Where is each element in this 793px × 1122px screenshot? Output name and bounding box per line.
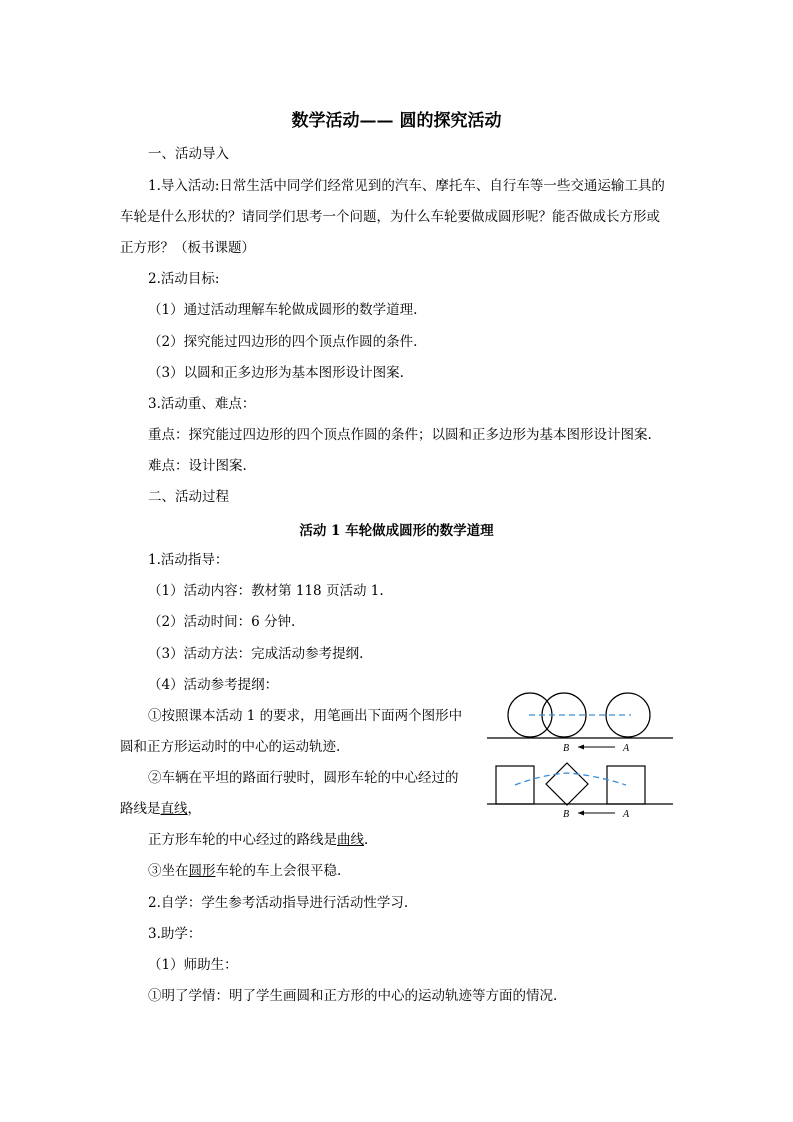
paragraph-line: 正方形？（板书课题） [120,240,255,256]
paragraph-line: 3.助学： [148,926,202,942]
list-item: （1）通过活动理解车轮做成圆形的数学道理. [148,302,418,318]
page-title: 数学活动—— 圆的探究活动 [291,111,502,131]
label-b: B [563,809,570,820]
paragraph-line: 难点：设计图案. [148,458,247,474]
square-center-trajectory [515,773,626,785]
label-b: B [563,743,570,754]
square-wheel-rotated [546,763,588,805]
list-item: （3）以圆和正多边形为基本图形设计图案. [148,365,404,381]
paragraph-line: 2.活动目标: [148,271,220,287]
answer-line-circle-route: 路线是直线， [120,801,201,817]
list-item: （1）活动内容：教材第 118 页活动 1. [148,583,384,599]
paragraph-line: 重点：探究能过四边形的四个顶点作圆的条件；以圆和正多边形为基本图形设计图案. [148,427,652,443]
paragraph-line: 1.导入活动:日常生活中同学们经常见到的汽车、摩托车、自行车等一些交通运输工具的 [148,178,665,194]
paragraph-line: 圆和正方形运动时的中心的运动轨迹. [120,739,341,755]
list-item: （2）探究能过四边形的四个顶点作圆的条件. [148,334,418,350]
arrow-head-icon [578,811,584,816]
answer-circle: 圆形 [188,863,216,879]
answer-line-square-route: 正方形车轮的中心经过的路线是曲线. [148,832,369,848]
label-a: A [623,809,630,820]
list-item: （4）活动参考提纲： [148,677,279,693]
paragraph-line: 车轮是什么形状的？请同学们思考一个问题，为什么车轮要做成圆形呢？能否做成长方形或 [120,209,660,225]
paragraph-line: ①按照课本活动 1 的要求，用笔画出下面两个图形中 [148,708,463,724]
paragraph-line: 3.活动重、难点： [148,396,256,412]
section-heading-process: 二、活动过程 [148,489,229,505]
activity-heading: 活动 1 车轮做成圆形的数学道理 [299,523,494,539]
paragraph-line: ②车辆在平坦的路面行驶时，圆形车轮的中心经过的 [148,770,459,786]
list-item: （2）活动时间：6 分钟. [148,614,296,630]
answer-curve: 曲线 [337,832,364,848]
paragraph-line: 1.活动指导： [148,552,229,568]
paragraph-line: （1）师助生： [148,957,238,973]
paragraph-line: 2.自学：学生参考活动指导进行活动性学习. [148,895,409,911]
list-item: （3）活动方法：完成活动参考提纲. [148,646,364,662]
section-heading-intro: 一、活动导入 [148,146,229,162]
answer-straight-line: 直线 [160,801,188,817]
label-a: A [623,743,630,754]
wheel-trajectory-figure [485,685,675,825]
answer-line-ride: ③坐在圆形车轮的车上会很平稳. [148,863,342,879]
paragraph-line: ①明了学情：明了学生画圆和正方形的中心的运动轨迹等方面的情况. [148,988,558,1004]
arrow-head-icon [578,745,584,750]
